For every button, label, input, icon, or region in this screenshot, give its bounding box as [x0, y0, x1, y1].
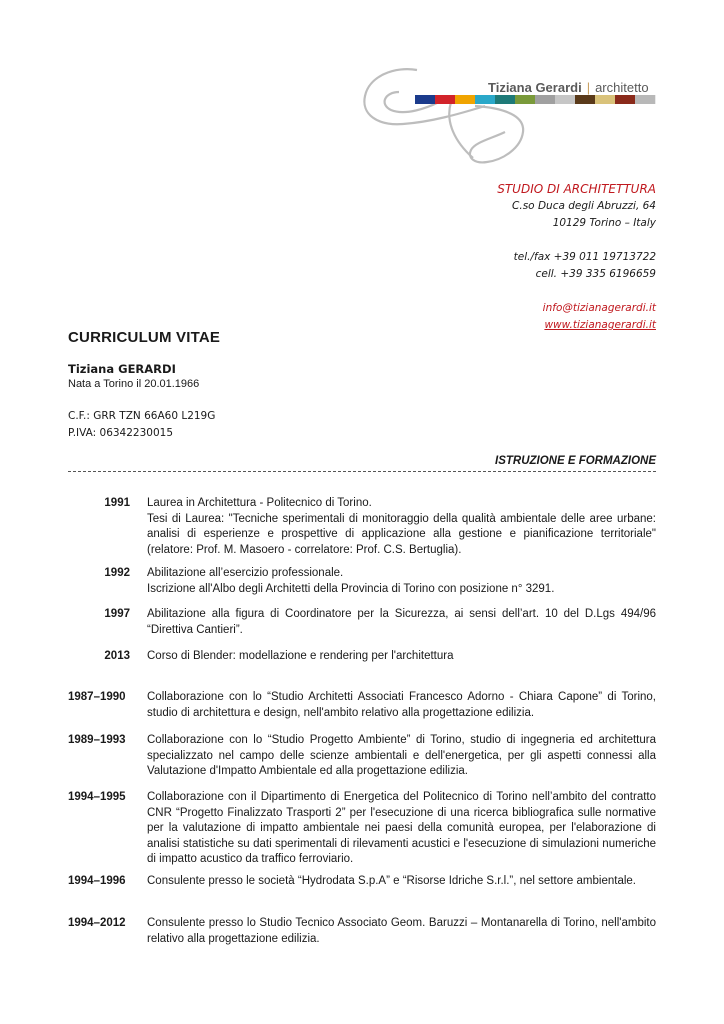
logo-stripe-segment: [555, 95, 575, 104]
education-line: Tesi di Laurea: "Tecniche sperimentali di monitoraggio della qualità ambientale delle aree urbane: analisi di esperienze e prospettive di applicazione alla gestione e pianificazione territoriale" (relatore: Prof. M. Masoero - correlatore: Prof. C.S. Bertuglia).: [147, 512, 656, 556]
education-line: Corso di Blender: modellazione e rendering per l'architettura: [147, 650, 454, 662]
experience-description: Consulente presso lo Studio Tecnico Associato Geom. Baruzzi – Montanarella di Torino, nell'ambito relativo alla progettazione edilizia.: [147, 917, 656, 945]
logo-role: architetto: [595, 80, 649, 95]
experience-period: 1989–1993: [68, 734, 126, 746]
experience-period: 1994–2012: [68, 917, 126, 929]
studio-email-link[interactable]: info@tizianagerardi.it: [542, 302, 656, 314]
logo-stripe-segment: [455, 95, 475, 104]
person-piva: P.IVA: 06342230015: [68, 427, 173, 439]
studio-contact: [497, 180, 656, 334]
education-year: 1997: [104, 608, 130, 620]
logo-name: Tiziana Gerardi: [488, 80, 582, 95]
logo-stripe-segment: [435, 95, 455, 104]
education-text: [147, 496, 656, 558]
section-divider: [68, 471, 656, 472]
experience-text: [147, 916, 656, 947]
person-name: Tiziana GERARDI: [68, 362, 176, 376]
experience-description: Collaborazione con lo “Studio Progetto Ambiente” di Torino, studio di ingegneria ed architettura specializzato nel campo delle scienze ambientali e dell'energetica, per gli aspetti connessi alla Valutazione d'Impatto Ambientale ed alla progettazione edilizia.: [147, 734, 656, 777]
logo-stripe-segment: [615, 95, 635, 104]
logo-stripe-segment: [595, 95, 615, 104]
studio-website-link[interactable]: www.tizianagerardi.it: [544, 319, 656, 331]
education-text: [147, 607, 656, 638]
experience-text: [147, 733, 656, 780]
experience-period: 1994–1995: [68, 791, 126, 803]
experience-text: [147, 874, 656, 890]
logo-stripe-segment: [535, 95, 555, 104]
experience-text: [147, 690, 656, 721]
education-year: 2013: [104, 650, 130, 662]
education-line: Iscrizione all'Albo degli Architetti della Provincia di Torino con posizione n° 3291.: [147, 582, 555, 595]
logo-stripe-segment: [495, 95, 515, 104]
logo-stripe-segment: [635, 95, 655, 104]
person-fiscal-codes: [68, 408, 215, 442]
experience-period: 1994–1996: [68, 875, 126, 887]
experience-description: Collaborazione con lo “Studio Architetti Associati Francesco Adorno - Chiara Capone” di Torino, studio di architettura e design, nell'ambito relativo alla progettazione edilizia.: [147, 691, 656, 719]
education-line: Abilitazione all’esercizio professionale.: [147, 567, 344, 579]
studio-address-line1: C.so Duca degli Abruzzi, 64: [512, 200, 656, 212]
logo-monogram: [355, 62, 660, 172]
section-title: ISTRUZIONE E FORMAZIONE: [495, 455, 656, 467]
education-year: 1992: [104, 567, 130, 579]
logo-stripe-segment: [515, 95, 535, 104]
education-text: [147, 649, 656, 665]
person-birth: Nata a Torino il 20.01.1966: [68, 378, 200, 390]
studio-telfax: tel./fax +39 011 19713722: [513, 251, 656, 263]
experience-period: 1987–1990: [68, 691, 126, 703]
logo-separator: |: [586, 80, 591, 95]
cv-title: CURRICULUM VITAE: [68, 329, 221, 346]
education-text: [147, 566, 656, 597]
education-line: Laurea in Architettura - Politecnico di Torino.: [147, 497, 372, 509]
education-line: Abilitazione alla figura di Coordinatore per la Sicurezza, ai sensi dell’art. 10 del D.Lgs 494/96 “Direttiva Cantieri”.: [147, 608, 656, 636]
experience-description: Collaborazione con il Dipartimento di Energetica del Politecnico di Torino nell’ambito del contratto CNR “Progetto Finalizzato Trasporti 2” per l'esecuzione di una ricerca bibliografica sulle normative per la valutazione di impatto ambientale nei paesi della comunità europea, per l'elaborazione di analisi statistiche su dati sperimentali di rilevamenti acustici e l'esecuzione di simulazioni numeriche di impatto acustico da traffico ferroviario.: [147, 791, 656, 865]
logo-wordmark: [488, 80, 649, 95]
logo-stripe-segment: [575, 95, 595, 104]
logo-stripe-segment: [475, 95, 495, 104]
experience-description: Consulente presso le società “Hydrodata S.p.A” e “Risorse Idriche S.r.l.”, nel settore ambientale.: [147, 875, 636, 887]
person-cf: C.F.: GRR TZN 66A60 L219G: [68, 410, 216, 422]
logo-stripe-segment: [415, 95, 435, 104]
studio-title: STUDIO DI ARCHITETTURA: [497, 182, 656, 196]
education-year: 1991: [104, 497, 130, 509]
experience-text: [147, 790, 656, 868]
studio-cell: cell. +39 335 6196659: [535, 268, 656, 280]
studio-address-line2: 10129 Torino – Italy: [552, 217, 656, 229]
